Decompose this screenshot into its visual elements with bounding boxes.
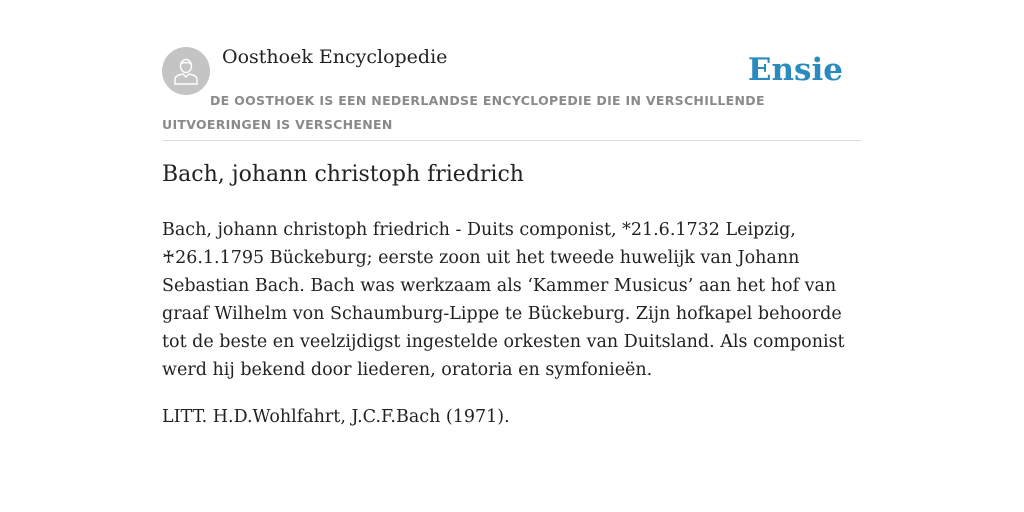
site-name[interactable]: Oosthoek Encyclopedie: [222, 46, 448, 68]
article-body: [162, 216, 862, 450]
user-icon: [172, 56, 200, 86]
tagline: DE OOSTHOEK IS EEN NEDERLANDSE ENCYCLOPEDIE DIE IN VERSCHILLENDE UITVOERINGEN IS VERSCHENEN: [162, 93, 765, 132]
header: [162, 0, 862, 141]
article-paragraph: Bach, johann christoph friedrich - Duits componist, *21.6.1732 Leipzig, ♰26.1.1795 Bückeburg; eerste zoon uit het tweede huwelijk van Johann Sebastian Bach. Bach was werkzaam als ‘Kammer Musicus’ aan het hof van graaf Wilhelm von Schaumburg-Lippe te Bückeburg. Zijn hofkapel behoorde tot de beste en veelzijdigst ingestelde orkesten van Duitsland. Als componist werd hij bekend door liederen, oratoria en symfonieën.: [162, 220, 845, 380]
article-references: LITT. H.D.Wohlfahrt, J.C.F.Bach (1971).: [162, 407, 510, 427]
page-container: [162, 0, 862, 427]
avatar[interactable]: [162, 47, 210, 95]
brand-logo[interactable]: Ensie: [747, 52, 843, 88]
article-title: Bach, johann christoph friedrich: [162, 162, 524, 187]
